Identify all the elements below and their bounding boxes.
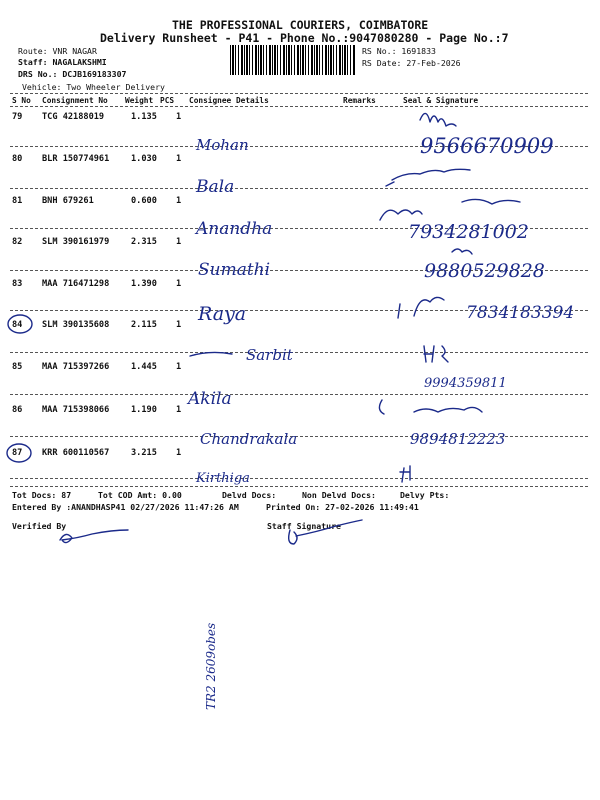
row-sno: 87	[12, 448, 23, 458]
signature-mark	[379, 400, 482, 414]
row-weight: 1.190	[131, 405, 157, 415]
row-divider	[10, 436, 588, 437]
row-sno: 79	[12, 112, 23, 122]
row-pcs: 1	[176, 320, 182, 330]
row-pcs: 1	[176, 279, 182, 289]
signature-mark	[452, 249, 472, 254]
handwritten-name: Kirthiga	[196, 471, 250, 486]
rs-date: RS Date: 27-Feb-2026	[362, 58, 461, 68]
row-consignment: BNH 679261	[42, 196, 94, 206]
row-sno: 81	[12, 196, 23, 206]
verified-signature-mark	[60, 530, 128, 543]
row-divider	[10, 188, 588, 189]
handwritten-name: Bala	[196, 177, 235, 197]
row-sno: 80	[12, 154, 23, 164]
delvd-docs: Delvd Docs:	[222, 490, 277, 500]
row-consignment: SLM 390161979	[42, 237, 110, 247]
row-weight: 2.115	[131, 320, 157, 330]
margin-note: TR2 2609obes	[204, 622, 218, 710]
row-divider	[10, 270, 588, 271]
non-delvd-docs: Non Delvd Docs:	[302, 490, 376, 500]
col-consignee: Consignee Details	[189, 96, 269, 105]
handwritten-phone: 7934281002	[408, 221, 529, 243]
row-weight: 3.215	[131, 448, 157, 458]
col-consignment: Consignment No	[42, 96, 108, 105]
row-pcs: 1	[176, 362, 182, 372]
delvy-pts: Delvy Pts:	[400, 490, 450, 500]
handwritten-phone: 9994359811	[424, 376, 507, 391]
row-divider	[10, 352, 588, 353]
row-pcs: 1	[176, 405, 182, 415]
row-divider	[10, 146, 588, 147]
handwritten-name: Sumathi	[198, 260, 271, 280]
row-weight: 1.445	[131, 362, 157, 372]
row-pcs: 1	[176, 112, 182, 122]
row-consignment: MAA 716471298	[42, 279, 110, 289]
signature-mark	[380, 199, 520, 220]
row-divider	[10, 310, 588, 311]
col-weight: Weight	[125, 96, 154, 105]
route-label: Route: VNR NAGAR	[18, 46, 97, 56]
signature-mark	[398, 297, 444, 318]
document-title: THE PROFESSIONAL COURIERS, COIMBATORE	[172, 18, 429, 32]
signature-mark	[424, 346, 448, 362]
row-divider	[10, 394, 588, 395]
row-weight: 1.135	[131, 112, 157, 122]
row-consignment: MAA 715398066	[42, 405, 110, 415]
handwritten-name: Chandrakala	[200, 430, 298, 448]
printed-on: Printed On: 27-02-2026 11:49:41	[266, 502, 419, 512]
verified-by: Verified By	[12, 521, 67, 531]
row-weight: 1.390	[131, 279, 157, 289]
row-pcs: 1	[176, 237, 182, 247]
row-pcs: 1	[176, 154, 182, 164]
header-bottom-rule	[10, 106, 588, 107]
handwritten-phone: 7834183394	[466, 303, 575, 323]
row-weight: 1.030	[131, 154, 157, 164]
row-pcs: 1	[176, 196, 182, 206]
col-pcs: PCS	[160, 96, 175, 105]
barcode	[230, 45, 356, 75]
row-pcs: 1	[176, 448, 182, 458]
col-seal: Seal & Signature	[403, 96, 479, 105]
footer-rule	[10, 486, 588, 487]
row-divider	[10, 228, 588, 229]
staff-signature-label: Staff Signature	[267, 521, 341, 531]
tot-docs: Tot Docs: 87	[12, 490, 72, 500]
signature-mark	[386, 169, 470, 186]
rs-number: RS No.: 1691833	[362, 46, 436, 56]
handwritten-name: Mohan	[196, 136, 249, 154]
entered-by: Entered By :ANANDHASP41 02/27/2026 11:47:26 AM	[12, 502, 239, 512]
row-consignment: BLR 150774961	[42, 154, 110, 164]
signature-mark	[420, 113, 456, 126]
handwritten-phone: 9880529828	[424, 260, 545, 282]
row-weight: 0.600	[131, 196, 157, 206]
row-consignment: TCG 42188019	[42, 112, 105, 122]
row-sno: 82	[12, 237, 23, 247]
handwritten-phone: 9894812223	[410, 430, 506, 448]
row-sno: 85	[12, 362, 23, 372]
signature-mark	[400, 466, 410, 482]
row-weight: 2.315	[131, 237, 157, 247]
col-remarks: Remarks	[343, 96, 376, 105]
vehicle-label: Vehicle: Two Wheeler Delivery	[22, 82, 165, 92]
row-consignment: MAA 715397266	[42, 362, 110, 372]
handwritten-name: Raya	[198, 303, 247, 325]
handwritten-name: Sarbit	[246, 346, 293, 364]
handwritten-name: Akila	[188, 389, 232, 409]
runsheet-subtitle: Delivery Runsheet - P41 - Phone No.:9047080280 - Page No.:7	[100, 31, 509, 45]
staff-label: Staff: NAGALAKSHMI	[18, 57, 107, 67]
handwritten-name: Anandha	[196, 219, 273, 239]
row-sno: 86	[12, 405, 23, 415]
handwritten-phone: 9566670909	[420, 134, 554, 158]
col-sno: S No	[12, 96, 31, 105]
tot-cod: Tot COD Amt: 0.00	[98, 490, 182, 500]
drs-label: DRS No.: DCJB169183307	[18, 69, 127, 79]
row-consignment: KRR 600110567	[42, 448, 110, 458]
row-sno: 83	[12, 279, 23, 289]
row-sno: 84	[12, 320, 23, 330]
row-consignment: SLM 390135608	[42, 320, 110, 330]
row-divider	[10, 478, 588, 479]
header-top-rule	[10, 93, 588, 94]
